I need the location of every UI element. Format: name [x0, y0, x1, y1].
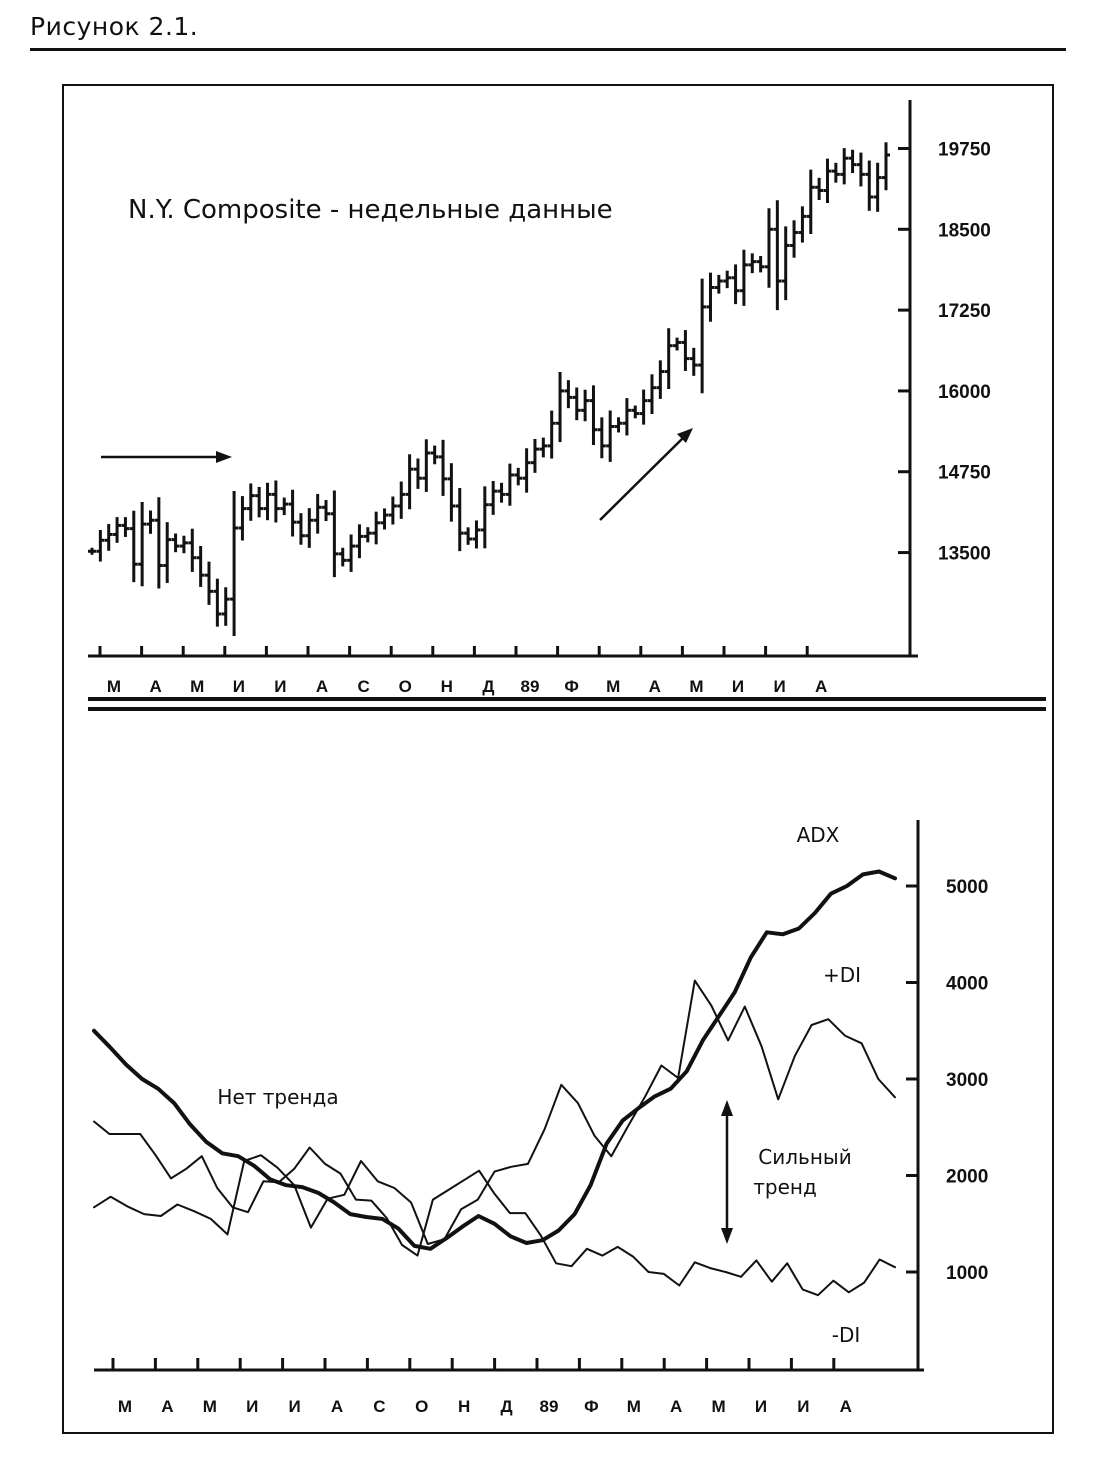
price-bar: [188, 529, 196, 572]
price-bar: [255, 487, 263, 517]
price-bar: [414, 459, 422, 489]
price-bar: [531, 439, 539, 473]
price-bar: [631, 406, 639, 419]
price-y-tick-label: 16000: [938, 381, 991, 403]
price-bar: [790, 220, 798, 257]
price-bar: [523, 448, 531, 492]
price-bar: [355, 524, 363, 558]
price-bar: [456, 488, 464, 551]
indicator-x-tick-label: С: [373, 1397, 386, 1416]
price-bar: [297, 513, 305, 545]
price-bar: [581, 390, 589, 422]
indicator-x-tick-label: Ф: [584, 1397, 599, 1416]
price-bar: [213, 579, 221, 627]
price-bar: [121, 517, 129, 537]
price-bar: [422, 439, 430, 492]
indicator-x-tick-label: М: [711, 1397, 726, 1416]
price-bar: [347, 535, 355, 572]
price-bar: [615, 417, 623, 432]
price-bar: [113, 517, 121, 543]
strong-trend-label-line1: Сильный: [758, 1145, 852, 1169]
price-bar: [840, 148, 848, 184]
price-bar: [506, 464, 514, 506]
price-bar: [138, 502, 146, 586]
price-bar: [681, 330, 689, 371]
price-bar: [874, 163, 882, 212]
price-bar: [147, 511, 155, 534]
price-bar: [406, 454, 414, 509]
price-bar: [498, 483, 506, 503]
price-x-tick-label: М: [106, 677, 122, 696]
price-x-tick-label: И: [232, 677, 245, 696]
price-x-tick-label: Ф: [564, 677, 579, 696]
price-bar: [464, 527, 472, 545]
indicator-panel: [94, 820, 988, 1416]
indicator-x-tick-label: М: [626, 1397, 641, 1416]
arrow-head-up: [721, 1100, 733, 1116]
price-x-tick-label: И: [773, 677, 786, 696]
price-bar: [514, 468, 522, 485]
plus-di-label: +DI: [822, 963, 862, 987]
price-x-tick-label: С: [357, 677, 370, 696]
price-axes: [88, 100, 991, 696]
price-bar: [748, 253, 756, 273]
price-x-tick-label: Д: [482, 677, 495, 696]
indicator-x-tick-label: 89: [539, 1397, 559, 1416]
indicator-annotations: [217, 823, 861, 1347]
price-bar: [88, 548, 96, 555]
price-x-tick-label: М: [689, 677, 704, 696]
indicator-y-tick-label: 5000: [946, 877, 989, 898]
price-bar: [397, 482, 405, 519]
price-bar: [330, 491, 338, 578]
indicator-y-tick-label: 3000: [946, 1070, 989, 1091]
indicator-x-tick-label: И: [246, 1397, 259, 1416]
price-bar: [673, 338, 681, 351]
price-bar: [798, 206, 806, 242]
price-bar: [230, 491, 238, 636]
price-bar: [389, 497, 397, 525]
price-bar: [548, 411, 556, 459]
strong-trend-label-line2: тренд: [753, 1175, 817, 1199]
price-bar: [715, 275, 723, 294]
indicator-y-tick-label: 4000: [946, 973, 989, 995]
indicator-x-tick-label: И: [797, 1397, 810, 1416]
price-bar: [439, 440, 447, 496]
price-bar: [706, 273, 714, 322]
price-bar: [623, 398, 631, 435]
price-bar: [247, 483, 255, 520]
price-x-tick-label: Н: [440, 677, 453, 696]
price-bar: [481, 486, 489, 548]
price-bar: [865, 161, 873, 211]
price-x-tick-label: 89: [520, 677, 540, 696]
price-bar: [205, 562, 213, 605]
price-bar: [589, 385, 597, 445]
indicator-x-tick-label: М: [117, 1397, 133, 1416]
indicator-y-tick-label: 2000: [946, 1166, 989, 1188]
price-y-tick-label: 18500: [938, 220, 991, 242]
price-bar: [322, 500, 330, 521]
figure-caption: Рисунок 2.1.: [30, 12, 199, 41]
price-bar: [364, 527, 372, 542]
price-bar: [849, 150, 857, 173]
price-bar: [732, 264, 740, 304]
price-bar: [472, 520, 480, 548]
price-bar: [314, 494, 322, 534]
price-bar: [757, 256, 765, 272]
price-bar: [339, 548, 347, 567]
price-y-tick-label: 19750: [938, 139, 991, 161]
indicator-x-tick-label: Д: [500, 1397, 513, 1416]
price-bar: [197, 546, 205, 587]
price-bar: [289, 490, 297, 537]
price-bar: [815, 178, 823, 200]
price-x-tick-label: А: [648, 677, 661, 696]
indicator-x-tick-label: А: [330, 1397, 344, 1416]
price-bar: [381, 508, 389, 529]
price-bar: [163, 522, 171, 583]
price-bar: [372, 512, 380, 545]
price-bar: [172, 534, 180, 553]
price-bar: [606, 410, 614, 461]
price-bar: [648, 374, 656, 414]
price-bar: [807, 170, 815, 234]
price-x-tick-label: А: [315, 677, 329, 696]
indicator-x-tick-label: М: [202, 1397, 217, 1416]
price-bar: [305, 508, 313, 548]
price-bar: [180, 536, 188, 553]
price-bar: [690, 348, 698, 376]
price-bar: [823, 159, 831, 203]
price-bar: [740, 250, 748, 306]
strong-trend-arrow: [721, 1100, 733, 1244]
price-x-tick-label: И: [274, 677, 287, 696]
arrow-head-down: [721, 1228, 733, 1244]
price-bar: [130, 511, 138, 582]
price-bar: [832, 163, 840, 183]
indicator-x-tick-label: И: [754, 1397, 768, 1416]
indicator-y-tick-label: 1000: [946, 1263, 989, 1284]
price-x-tick-label: А: [815, 677, 828, 696]
price-bar: [238, 496, 246, 540]
price-bar: [155, 497, 163, 588]
price-x-tick-label: А: [149, 677, 162, 696]
uptrend-arrow: [600, 428, 693, 520]
price-bar: [882, 142, 890, 190]
price-bar: [556, 372, 564, 442]
price-bar: [782, 226, 790, 300]
price-bar: [698, 279, 706, 394]
arrow-head: [216, 451, 232, 463]
price-x-tick-label: О: [398, 677, 412, 696]
indicator-x-tick-label: А: [839, 1397, 852, 1416]
no-trend-label: Нет тренда: [217, 1085, 339, 1109]
arrow-shaft: [600, 437, 684, 520]
price-x-tick-label: М: [606, 677, 621, 696]
series-line-plusminus-di: [94, 981, 895, 1244]
minus-di-label: -DI: [831, 1323, 861, 1347]
price-bar: [447, 463, 455, 521]
adx-label: ADX: [796, 823, 840, 847]
price-bar: [573, 388, 581, 421]
price-bar: [564, 380, 572, 408]
price-bar: [96, 530, 104, 562]
indicator-lines: [94, 872, 895, 1296]
price-bar: [489, 481, 497, 515]
price-x-tick-label: И: [731, 677, 745, 696]
indicator-x-tick-label: Н: [458, 1397, 471, 1416]
price-bar: [723, 271, 731, 288]
price-y-tick-label: 14750: [938, 462, 991, 484]
price-annotations: [101, 428, 693, 520]
price-bar: [765, 208, 773, 288]
price-bar: [105, 524, 113, 551]
price-x-tick-label: М: [190, 677, 205, 696]
price-y-tick-label: 13500: [938, 543, 991, 565]
price-panel: [88, 100, 991, 696]
price-bar: [640, 390, 648, 425]
indicator-x-tick-label: А: [161, 1397, 174, 1416]
panel-separator: [88, 699, 1046, 709]
price-bar: [656, 360, 664, 399]
no-trend-arrow: [101, 451, 232, 463]
price-bar: [272, 480, 280, 522]
price-bar: [280, 498, 288, 516]
price-bar: [222, 587, 230, 626]
price-chart-title: N.Y. Composite - недельные данные: [128, 195, 613, 225]
price-bar: [857, 153, 865, 187]
price-bar: [665, 328, 673, 389]
price-bar: [598, 417, 606, 458]
price-bar: [773, 200, 781, 310]
price-bar: [431, 446, 439, 465]
indicator-x-tick-label: И: [288, 1397, 301, 1416]
price-bar: [264, 483, 272, 520]
indicator-x-tick-label: О: [415, 1397, 429, 1416]
indicator-x-tick-label: А: [670, 1397, 683, 1416]
price-y-tick-label: 17250: [938, 301, 991, 323]
price-bar: [539, 438, 547, 458]
